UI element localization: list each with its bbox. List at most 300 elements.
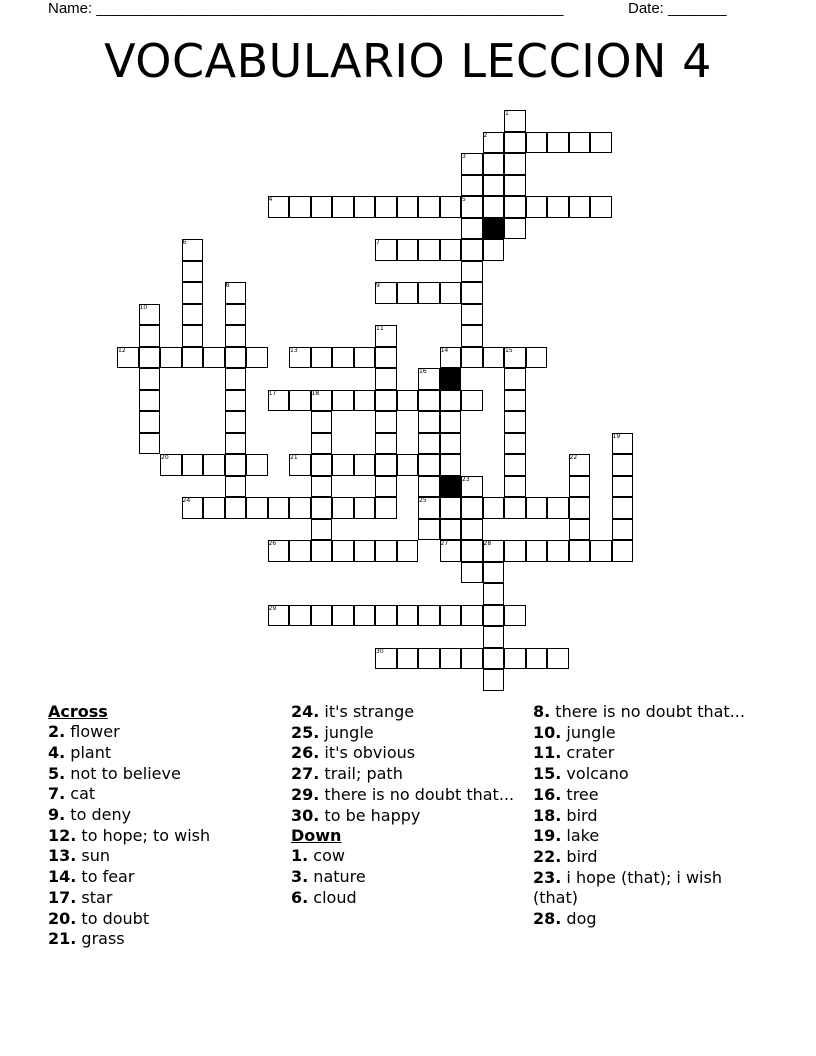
- clue-item: [533, 868, 769, 908]
- clue-text: star: [76, 887, 113, 907]
- grid-cell[interactable]: [547, 540, 569, 562]
- grid-cell[interactable]: [397, 196, 419, 218]
- clue-number: 8.: [533, 702, 551, 721]
- grid-cell[interactable]: [311, 476, 333, 498]
- clue-number-label: 9: [376, 282, 380, 289]
- grid-cell[interactable]: [483, 153, 505, 175]
- grid-cell[interactable]: [526, 132, 548, 154]
- grid-cell[interactable]: [483, 175, 505, 197]
- grid-cell[interactable]: [225, 411, 247, 433]
- page-title: VOCABULARIO LECCION 4: [104, 34, 712, 88]
- clue-text: cow: [308, 846, 345, 866]
- grid-cell[interactable]: [225, 347, 247, 369]
- grid-cell[interactable]: [418, 411, 440, 433]
- clue-text: trail; path: [319, 764, 403, 784]
- clue-number: 20.: [48, 908, 77, 928]
- clue-number: 16.: [533, 784, 562, 804]
- grid-cell[interactable]: [504, 605, 526, 627]
- across-heading: Across: [48, 702, 108, 721]
- grid-cell[interactable]: [547, 196, 569, 218]
- clue-number: 4.: [48, 742, 66, 762]
- grid-cell[interactable]: [569, 540, 591, 562]
- clue-item: [533, 826, 769, 846]
- grid-cell[interactable]: [440, 196, 462, 218]
- grid-cell[interactable]: [332, 454, 354, 476]
- clue-text: crater: [561, 743, 615, 763]
- grid-cell[interactable]: [397, 390, 419, 412]
- grid-cell[interactable]: [461, 304, 483, 326]
- clue-text: dog: [561, 908, 597, 928]
- clue-text: cloud: [308, 887, 357, 907]
- grid-cell[interactable]: [139, 368, 161, 390]
- grid-cell[interactable]: [225, 368, 247, 390]
- clue-column-1: [48, 702, 284, 950]
- grid-cell[interactable]: [590, 132, 612, 154]
- grid-cell[interactable]: [311, 196, 333, 218]
- grid-cell[interactable]: [547, 497, 569, 519]
- clue-number-label: 8: [225, 282, 230, 289]
- grid-cell[interactable]: [354, 497, 376, 519]
- grid-cell[interactable]: [182, 325, 204, 347]
- grid-cell[interactable]: [547, 132, 569, 154]
- clue-number-label: 27: [440, 540, 449, 547]
- clue-number-label: 7: [376, 239, 380, 246]
- clue-item: [48, 784, 284, 804]
- grid-cell[interactable]: [354, 540, 376, 562]
- clue-number: 3.: [291, 867, 309, 887]
- clue-number-label: 11: [376, 325, 384, 332]
- clue-text: to be happy: [319, 805, 421, 825]
- grid-cell[interactable]: [440, 519, 462, 541]
- grid-cell[interactable]: [418, 605, 440, 627]
- grid-cell[interactable]: [375, 605, 397, 627]
- grid-cell[interactable]: [504, 454, 526, 476]
- grid-cell[interactable]: [526, 196, 548, 218]
- grid-cell[interactable]: [375, 497, 397, 519]
- grid-cell[interactable]: [375, 476, 397, 498]
- grid-cell[interactable]: [182, 282, 204, 304]
- clue-text: grass: [76, 929, 125, 949]
- clue-number: 23.: [533, 867, 562, 887]
- grid-cell[interactable]: [397, 454, 419, 476]
- grid-cell[interactable]: [418, 239, 440, 261]
- grid-cell[interactable]: [461, 261, 483, 283]
- grid-black-cell: [440, 368, 462, 390]
- clue-number: 19.: [533, 826, 562, 846]
- grid-cell[interactable]: [160, 347, 182, 369]
- grid-cell[interactable]: [375, 368, 397, 390]
- grid-cell[interactable]: [225, 497, 247, 519]
- grid-cell[interactable]: [504, 218, 526, 240]
- grid-cell[interactable]: [375, 454, 397, 476]
- grid-cell[interactable]: [139, 325, 161, 347]
- clue-item: [291, 743, 527, 763]
- grid-cell[interactable]: [354, 347, 376, 369]
- clue-item: [291, 723, 527, 743]
- clue-column-3: [533, 702, 769, 929]
- grid-cell[interactable]: [311, 433, 333, 455]
- clue-number-label: 5: [462, 196, 466, 203]
- clue-item: [48, 929, 284, 949]
- clue-number: 30.: [291, 805, 320, 825]
- grid-cell[interactable]: [504, 196, 526, 218]
- clue-number: 12.: [48, 825, 77, 845]
- clue-item: [533, 847, 769, 867]
- clue-item: [291, 806, 527, 826]
- grid-cell[interactable]: [569, 476, 591, 498]
- clue-number-label: 21: [290, 454, 298, 461]
- clue-text: flower: [65, 722, 120, 742]
- grid-cell[interactable]: [418, 196, 440, 218]
- grid-cell[interactable]: [440, 390, 462, 412]
- grid-cell[interactable]: [139, 411, 161, 433]
- clue-number-label: 14: [440, 346, 449, 354]
- name-blank[interactable]: ________________________________________________________: [96, 0, 564, 17]
- clue-text: there is no doubt that...: [550, 702, 745, 721]
- clue-text: plant: [65, 742, 112, 762]
- clue-text: not to believe: [65, 763, 181, 783]
- grid-cell[interactable]: [332, 605, 354, 627]
- clue-text: jungle: [319, 722, 374, 742]
- grid-cell[interactable]: [461, 282, 483, 304]
- clue-text: jungle: [561, 722, 616, 742]
- grid-cell[interactable]: [440, 411, 462, 433]
- grid-cell[interactable]: [526, 648, 548, 670]
- grid-cell[interactable]: [375, 433, 397, 455]
- grid-cell[interactable]: [332, 347, 354, 369]
- grid-cell[interactable]: [225, 304, 247, 326]
- grid-cell[interactable]: [547, 648, 569, 670]
- clue-item: [48, 743, 284, 763]
- clue-number: 29.: [291, 784, 320, 804]
- grid-cell[interactable]: [139, 390, 161, 412]
- clue-item: [533, 723, 769, 743]
- clue-number-label: 24: [182, 497, 191, 504]
- grid-cell[interactable]: [483, 605, 505, 627]
- clue-number: 15.: [533, 764, 562, 784]
- grid-cell[interactable]: [332, 196, 354, 218]
- clue-number: 10.: [533, 722, 562, 742]
- grid-cell[interactable]: [526, 497, 548, 519]
- grid-cell[interactable]: [504, 411, 526, 433]
- clue-number: 24.: [291, 702, 320, 721]
- clue-item: [48, 764, 284, 784]
- grid-cell[interactable]: [289, 540, 311, 562]
- grid-cell[interactable]: [375, 390, 397, 412]
- clue-item: [291, 867, 527, 887]
- clue-text: nature: [308, 867, 366, 887]
- clue-item: [48, 805, 284, 825]
- grid-cell[interactable]: [311, 540, 333, 562]
- clue-number: 2.: [48, 722, 66, 742]
- grid-cell[interactable]: [483, 626, 505, 648]
- clue-item: [533, 764, 769, 784]
- down-heading: Down: [291, 826, 342, 846]
- clue-text: to doubt: [76, 908, 150, 928]
- grid-cell[interactable]: [397, 540, 419, 562]
- clue-text: i hope (that); i wish (that): [533, 867, 722, 907]
- grid-cell[interactable]: [311, 454, 333, 476]
- clue-text: lake: [561, 826, 600, 846]
- grid-cell[interactable]: [440, 282, 462, 304]
- date-blank[interactable]: _______: [668, 0, 727, 17]
- clue-text: sun: [76, 846, 111, 866]
- grid-cell[interactable]: [612, 454, 634, 476]
- clue-number-label: 15: [505, 346, 513, 354]
- grid-cell[interactable]: [289, 605, 311, 627]
- clue-item: [48, 846, 284, 866]
- clue-item: [533, 785, 769, 805]
- grid-cell[interactable]: [182, 454, 204, 476]
- grid-cell[interactable]: [612, 519, 634, 541]
- clue-text: bird: [561, 846, 598, 866]
- grid-cell[interactable]: [225, 454, 247, 476]
- clue-number: 14.: [48, 867, 77, 887]
- grid-cell[interactable]: [225, 476, 247, 498]
- clue-number-label: 3: [462, 153, 466, 160]
- clue-number-label: 16: [419, 368, 427, 375]
- grid-cell[interactable]: [569, 132, 591, 154]
- grid-cell[interactable]: [483, 669, 505, 691]
- grid-cell[interactable]: [504, 390, 526, 412]
- clue-text: tree: [561, 784, 599, 804]
- grid-cell[interactable]: [461, 325, 483, 347]
- clue-number-label: 26: [268, 540, 277, 547]
- grid-cell[interactable]: [483, 562, 505, 584]
- clue-number-label: 18: [311, 389, 320, 397]
- clue-text: to hope; to wish: [76, 825, 211, 845]
- clue-item: [533, 806, 769, 826]
- clue-number: 25.: [291, 722, 320, 742]
- clue-number: 5.: [48, 763, 66, 783]
- grid-cell[interactable]: [203, 347, 225, 369]
- grid-cell[interactable]: [461, 390, 483, 412]
- clue-number-label: 6: [182, 239, 187, 246]
- grid-cell[interactable]: [246, 347, 268, 369]
- grid-cell[interactable]: [461, 540, 483, 562]
- grid-cell[interactable]: [375, 196, 397, 218]
- clue-text: there is no doubt that...: [319, 784, 515, 804]
- grid-cell[interactable]: [440, 433, 462, 455]
- clue-number: 11.: [533, 743, 562, 763]
- grid-cell[interactable]: [182, 347, 204, 369]
- grid-cell[interactable]: [418, 454, 440, 476]
- grid-cell[interactable]: [440, 239, 462, 261]
- grid-cell[interactable]: [182, 304, 204, 326]
- grid-black-cell: [483, 218, 505, 240]
- clue-item: [291, 785, 527, 805]
- grid-cell[interactable]: [612, 497, 634, 519]
- clue-number-label: 30: [376, 647, 384, 655]
- grid-cell[interactable]: [569, 519, 591, 541]
- grid-cell[interactable]: [461, 239, 483, 261]
- grid-cell[interactable]: [354, 390, 376, 412]
- clue-number: 1.: [291, 846, 309, 866]
- clue-item: [533, 909, 769, 929]
- grid-cell[interactable]: [354, 605, 376, 627]
- grid-cell[interactable]: [612, 476, 634, 498]
- grid-cell[interactable]: [203, 454, 225, 476]
- clue-number-label: 2: [483, 131, 488, 139]
- grid-cell[interactable]: [461, 175, 483, 197]
- clue-number: 7.: [48, 784, 66, 804]
- clue-item: [48, 722, 284, 742]
- grid-cell[interactable]: [526, 347, 548, 369]
- clue-item: [48, 826, 284, 846]
- clue-number-label: 25: [419, 497, 427, 504]
- grid-cell[interactable]: [397, 648, 419, 670]
- clue-number-label: 19: [612, 432, 621, 440]
- grid-cell[interactable]: [440, 454, 462, 476]
- grid-cell[interactable]: [504, 476, 526, 498]
- clue-text: to fear: [76, 867, 135, 887]
- grid-cell[interactable]: [461, 519, 483, 541]
- grid-cell[interactable]: [268, 497, 290, 519]
- grid-cell[interactable]: [225, 325, 247, 347]
- grid-cell[interactable]: [397, 605, 419, 627]
- grid-cell[interactable]: [311, 519, 333, 541]
- clue-number-label: 22: [569, 454, 578, 461]
- clue-number-label: 4: [268, 196, 273, 203]
- grid-cell[interactable]: [289, 196, 311, 218]
- grid-cell[interactable]: [483, 497, 505, 519]
- clue-item: [48, 909, 284, 929]
- grid-cell[interactable]: [332, 497, 354, 519]
- grid-cell[interactable]: [375, 347, 397, 369]
- clue-number-label: 23: [462, 475, 470, 483]
- grid-cell[interactable]: [504, 497, 526, 519]
- grid-cell[interactable]: [612, 540, 634, 562]
- grid-cell[interactable]: [483, 196, 505, 218]
- clue-number-label: 10: [139, 303, 148, 311]
- grid-cell[interactable]: [569, 497, 591, 519]
- grid-cell[interactable]: [504, 153, 526, 175]
- grid-cell[interactable]: [461, 347, 483, 369]
- grid-cell[interactable]: [440, 648, 462, 670]
- clue-number-label: 1: [505, 110, 509, 117]
- grid-cell[interactable]: [440, 497, 462, 519]
- name-label: Name:: [48, 0, 93, 17]
- grid-cell[interactable]: [311, 347, 333, 369]
- grid-cell[interactable]: [483, 648, 505, 670]
- grid-cell[interactable]: [504, 368, 526, 390]
- clue-number: 28.: [533, 908, 562, 928]
- grid-cell[interactable]: [483, 347, 505, 369]
- grid-cell[interactable]: [418, 519, 440, 541]
- clue-number-label: 28: [483, 540, 492, 547]
- grid-cell[interactable]: [397, 239, 419, 261]
- grid-cell[interactable]: [311, 411, 333, 433]
- grid-cell[interactable]: [418, 648, 440, 670]
- clue-number: 27.: [291, 764, 320, 784]
- clue-number: 9.: [48, 805, 66, 825]
- grid-cell[interactable]: [461, 648, 483, 670]
- grid-cell[interactable]: [461, 562, 483, 584]
- grid-cell[interactable]: [354, 196, 376, 218]
- grid-cell[interactable]: [332, 540, 354, 562]
- clue-text: bird: [561, 805, 598, 825]
- clue-text: it's obvious: [319, 743, 416, 763]
- clue-text: volcano: [561, 764, 629, 784]
- grid-cell[interactable]: [418, 433, 440, 455]
- clue-number: 17.: [48, 887, 77, 907]
- clue-number: 26.: [291, 743, 320, 763]
- clue-item: [533, 743, 769, 763]
- grid-cell[interactable]: [203, 497, 225, 519]
- clue-text: cat: [65, 784, 96, 804]
- grid-cell[interactable]: [461, 605, 483, 627]
- clue-number-label: 12: [118, 346, 126, 354]
- date-label: Date:: [628, 0, 664, 17]
- grid-cell[interactable]: [590, 540, 612, 562]
- grid-cell[interactable]: [139, 433, 161, 455]
- clue-column-2: [291, 702, 527, 909]
- clue-item: [48, 888, 284, 908]
- grid-cell[interactable]: [418, 390, 440, 412]
- grid-cell[interactable]: [182, 261, 204, 283]
- grid-cell[interactable]: [332, 390, 354, 412]
- clue-item: [48, 867, 284, 887]
- clue-item: [291, 846, 527, 866]
- clue-number-label: 17: [268, 389, 277, 397]
- clue-item: [533, 702, 769, 722]
- clue-item: [291, 888, 527, 908]
- grid-cell[interactable]: [375, 540, 397, 562]
- clue-number: 18.: [533, 805, 562, 825]
- grid-cell[interactable]: [418, 282, 440, 304]
- clue-number: 21.: [48, 929, 77, 949]
- grid-cell[interactable]: [483, 583, 505, 605]
- clue-number: 22.: [533, 846, 562, 866]
- grid-cell[interactable]: [504, 433, 526, 455]
- clue-item: [291, 702, 527, 722]
- grid-cell[interactable]: [375, 411, 397, 433]
- grid-cell[interactable]: [311, 605, 333, 627]
- clue-number-label: 13: [290, 346, 298, 354]
- grid-cell[interactable]: [590, 196, 612, 218]
- grid-cell[interactable]: [461, 497, 483, 519]
- grid-cell[interactable]: [311, 497, 333, 519]
- grid-cell[interactable]: [504, 648, 526, 670]
- clue-number-label: 20: [161, 454, 169, 461]
- clue-item: [291, 764, 527, 784]
- grid-cell[interactable]: [354, 454, 376, 476]
- grid-cell[interactable]: [418, 476, 440, 498]
- grid-cell[interactable]: [461, 218, 483, 240]
- grid-cell[interactable]: [504, 175, 526, 197]
- grid-cell[interactable]: [225, 433, 247, 455]
- grid-black-cell: [440, 476, 462, 498]
- grid-cell[interactable]: [246, 454, 268, 476]
- grid-cell[interactable]: [504, 132, 526, 154]
- grid-cell[interactable]: [526, 540, 548, 562]
- grid-cell[interactable]: [289, 497, 311, 519]
- grid-cell[interactable]: [246, 497, 268, 519]
- grid-cell[interactable]: [225, 390, 247, 412]
- grid-cell[interactable]: [289, 390, 311, 412]
- grid-cell[interactable]: [397, 282, 419, 304]
- grid-cell[interactable]: [483, 239, 505, 261]
- grid-cell[interactable]: [569, 196, 591, 218]
- clue-text: it's strange: [319, 702, 415, 721]
- grid-cell[interactable]: [504, 540, 526, 562]
- clue-text: to deny: [65, 805, 132, 825]
- grid-cell[interactable]: [139, 347, 161, 369]
- clue-number: 13.: [48, 846, 77, 866]
- grid-cell[interactable]: [440, 605, 462, 627]
- clue-number-label: 29: [268, 604, 277, 612]
- clue-number: 6.: [291, 887, 309, 907]
